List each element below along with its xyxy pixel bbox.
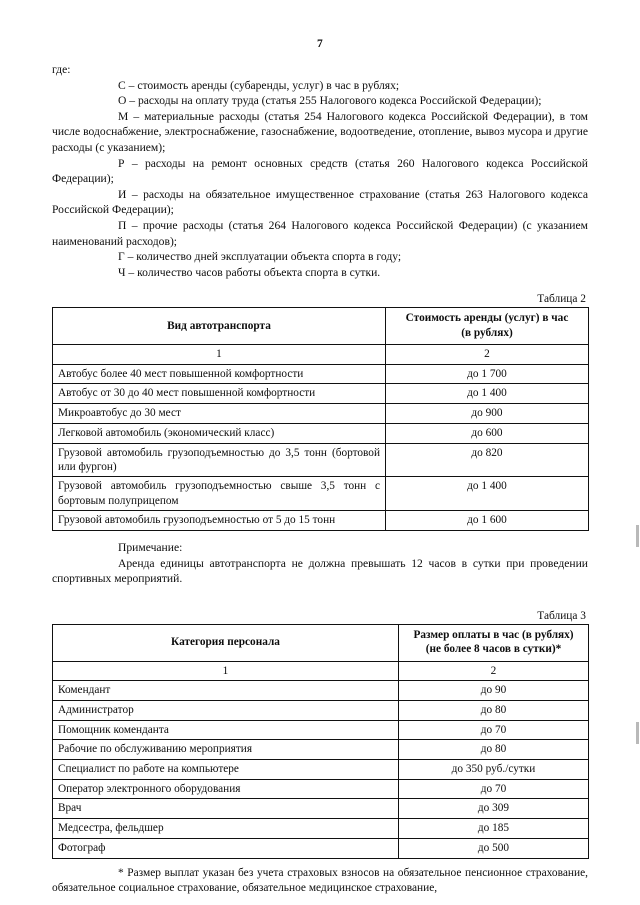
table2-index-1: 1 [53, 345, 386, 365]
table3-index-2: 2 [399, 661, 589, 681]
definition-ch: Ч – количество часов работы объекта спорта в сутки. [118, 265, 381, 279]
table2-header-rate-line1: Стоимость аренды (услуг) в час [405, 312, 569, 325]
table2-row3-value: до 600 [386, 423, 589, 443]
table-row [53, 700, 589, 720]
document-content [52, 62, 588, 905]
table3-row2-name: Помощник коменданта [53, 720, 399, 740]
table-row [53, 511, 589, 531]
definition-m: М – материальные расходы (статья 254 Налогового кодекса Российской Федерации), в том числе водоснабжение, электроснабжение, газоснабжение, водоотведение, отопление, вывоз мусора и другие расходы (с указанием); [52, 109, 588, 154]
table-row [53, 838, 589, 858]
table-row [53, 477, 589, 511]
table-staff-payment-rates [52, 624, 589, 859]
table3-row2-value: до 70 [399, 720, 589, 740]
table2-row4-value: до 820 [386, 443, 589, 477]
definition-p: П – прочие расходы (статья 264 Налогового кодекса Российской Федерации) (с указанием наименований расходов); [52, 218, 588, 248]
where-label: где: [52, 63, 71, 76]
table2-row6-name: Грузовой автомобиль грузоподъемностью от 5 до 15 тонн [53, 511, 386, 531]
scan-edge-mark [636, 722, 639, 744]
table-row [53, 799, 589, 819]
table2-row2-name: Микроавтобус до 30 мест [53, 404, 386, 424]
table2-row1-value: до 1 400 [386, 384, 589, 404]
table2-row3-name: Легковой автомобиль (экономический класс) [53, 423, 386, 443]
table-row [53, 681, 589, 701]
definition-i: И – расходы на обязательное имущественное страхование (статья 263 Налогового кодекса Российской Федерации); [52, 187, 588, 217]
definition-g: Г – количество дней эксплуатации объекта спорта в году; [118, 250, 402, 264]
table2-row0-name: Автобус более 40 мест повышенной комфортности [53, 364, 386, 384]
table-header-row [53, 624, 589, 661]
table2-row6-value: до 1 600 [386, 511, 589, 531]
table3-row1-name: Администратор [53, 700, 399, 720]
table3-row4-name: Специалист по работе на компьютере [53, 760, 399, 780]
table2-header-rate [386, 308, 589, 345]
table3-index-1: 1 [53, 661, 399, 681]
footnote-text: * Размер выплат указан без учета страховых взносов на обязательное пенсионное страхование, обязательное социальное страхование, обязательное медицинское страхование, [52, 866, 588, 894]
table2-row5-value: до 1 400 [386, 477, 589, 511]
table2-header-rate-line2: (в рублях) [461, 326, 513, 339]
table3-row4-value: до 350 руб./сутки [399, 760, 589, 780]
table3-row3-name: Рабочие по обслуживанию мероприятия [53, 740, 399, 760]
table-index-row [53, 345, 589, 365]
table2-row1-name: Автобус от 30 до 40 мест повышенной комфортности [53, 384, 386, 404]
table2-row4-name: Грузовой автомобиль грузоподъемностью до 3,5 тонн (бортовой или фургон) [53, 443, 386, 477]
table3-row3-value: до 80 [399, 740, 589, 760]
table3-row7-name: Медсестра, фельдшер [53, 819, 399, 839]
table3-header-category: Категория персонала [53, 624, 399, 661]
table-row [53, 779, 589, 799]
table3-row5-name: Оператор электронного оборудования [53, 779, 399, 799]
note-block [52, 540, 588, 587]
table-index-row [53, 661, 589, 681]
table3-row7-value: до 185 [399, 819, 589, 839]
table-vehicle-rental-rates [52, 307, 589, 531]
table-row [53, 404, 589, 424]
definition-c: С – стоимость аренды (субаренды, услуг) в час в рублях; [118, 78, 400, 92]
table-row [53, 740, 589, 760]
table3-row0-name: Комендант [53, 681, 399, 701]
table-row [53, 720, 589, 740]
definition-r: Р – расходы на ремонт основных средств (статья 260 Налогового кодекса Российской Федерации); [52, 156, 588, 186]
table2-row5-name: Грузовой автомобиль грузоподъемностью свыше 3,5 тонн с бортовым полуприцепом [53, 477, 386, 511]
note-title: Примечание: [118, 541, 183, 555]
table3-header-rate-line2: (не более 8 часов в сутки)* [425, 643, 562, 656]
table-row [53, 443, 589, 477]
table3-row1-value: до 80 [399, 700, 589, 720]
table3-row6-value: до 309 [399, 799, 589, 819]
table3-row5-value: до 70 [399, 779, 589, 799]
note-text: Аренда единицы автотранспорта не должна превышать 12 часов в сутки при проведении спортивных мероприятий. [52, 556, 588, 586]
page-number: 7 [317, 38, 323, 50]
table-row [53, 760, 589, 780]
definition-o: О – расходы на оплату труда (статья 255 Налогового кодекса Российской Федерации); [118, 94, 542, 108]
table3-row0-value: до 90 [399, 681, 589, 701]
table2-index-2: 2 [386, 345, 589, 365]
table2-row2-value: до 900 [386, 404, 589, 424]
table3-header-rate-line1: Размер оплаты в час (в рублях) [413, 628, 574, 641]
table2-header-type: Вид автотранспорта [53, 308, 386, 345]
table-row [53, 423, 589, 443]
table3-caption: Таблица 3 [537, 609, 586, 622]
table-row [53, 384, 589, 404]
table-row [53, 364, 589, 384]
table2-row0-value: до 1 700 [386, 364, 589, 384]
table-header-row [53, 308, 589, 345]
table3-header-rate [399, 624, 589, 661]
table2-caption: Таблица 2 [537, 293, 586, 306]
table3-row6-name: Врач [53, 799, 399, 819]
scan-edge-mark [636, 525, 639, 547]
table3-row8-value: до 500 [399, 838, 589, 858]
table3-row8-name: Фотограф [53, 838, 399, 858]
table-row [53, 819, 589, 839]
